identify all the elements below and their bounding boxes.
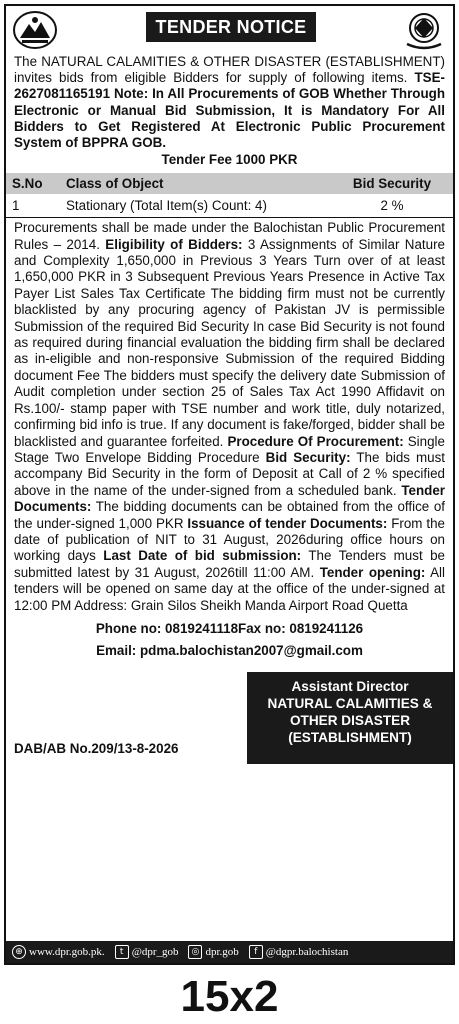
tender-advertisement [4, 4, 455, 965]
social-bar [6, 941, 453, 963]
rules-text: Procurements shall be made under the Balochistan Public Procurement Rules – 2014. [14, 220, 445, 252]
eligibility-text: 3 Assignments of Similar Nature and Complexity 1,650,000 in Previous 3 Years Turn over of at least 1,650,000 PKR in 3 Subsequent Previous Years Presence in Active Tax Payer List Sales Tax Certificate The bidding firm must not be currently blacklisted by any procuring agency of Pakistan JV is permissible Submission of the required Bid Security In case Bid Security is not found as required during financial evaluation the bidding firm shall be declared as in-eligible and non-responsive Submission of the required Bidding document Fee The bidders must specify the delivery date Submission of Audit completion under section 25 of Sales Tax Act 1990 Affidavit on Rs.100/- stamp paper with TSE number and work title, duly notarized, confirming bid info is true. If any document is fake/forged, bidder shall be blacklisted and guarantee forfeited. [14, 236, 445, 449]
tender-documents-heading: Tender Documents: [14, 482, 445, 515]
intro-note: TSE-2627081165191 Note: In All Procurements of GOB Whether Through Electronic or Manual Bid Submission, It is Mandatory For All Bidders to Get Registered At Electronic Public Procurement System of BPPRA GOB. [14, 70, 445, 151]
issuance-heading: Issuance of tender Documents: [187, 515, 388, 531]
last-date-heading: Last Date of bid submission: [103, 548, 302, 564]
cell-bid-security: 2 % [331, 194, 453, 218]
header [6, 6, 453, 52]
instagram-icon: ◎ [188, 945, 202, 959]
procedure-text: Single Stage Two Envelope Bidding Procedure [14, 433, 445, 465]
intro-paragraph [6, 54, 453, 151]
web-link[interactable] [12, 945, 105, 959]
tender-fee: Tender Fee 1000 PKR [161, 152, 298, 168]
signature-org-line1: NATURAL CALAMITIES & [267, 695, 433, 711]
tender-documents-text: The bidding documents can be obtained from the office of the under-signed 1,000 PKR [14, 499, 446, 531]
header-class: Class of Object [60, 173, 331, 194]
ad-size-label: 15x2 [180, 972, 279, 1021]
email: Email: pdma.balochistan2007@gmail.com [96, 642, 363, 658]
procedure-heading: Procedure Of Procurement: [227, 433, 404, 449]
items-table [6, 173, 453, 218]
header-bid-security: Bid Security [331, 173, 453, 194]
last-date-text: The Tenders must be submitted latest by 31 August, 2026till 11:00 AM. [14, 548, 445, 580]
header-sno: S.No [6, 173, 60, 194]
signature-title: Assistant Director [291, 678, 409, 694]
signature-org-line2: OTHER DISASTER [289, 712, 411, 728]
twitter-text: @dpr_gob [131, 946, 179, 958]
opening-heading: Tender opening: [319, 564, 426, 580]
bid-security-text: The bids must accompany Bid Security in the form of Deposit at Call of 2 % specified above in the name of the under-signed from a scheduled bank. [14, 449, 446, 498]
signature-block [247, 672, 453, 764]
web-text: www.dpr.gob.pk. [29, 946, 105, 958]
table-header-row [6, 173, 453, 194]
pdma-logo [12, 10, 58, 50]
cell-class: Stationary (Total Item(s) Count: 4) [60, 194, 331, 218]
phone-fax: Phone no: 0819241118Fax no: 0819241126 [95, 620, 364, 636]
contact-block [6, 618, 453, 662]
instagram-text: dpr.gob [205, 946, 239, 958]
eligibility-heading: Eligibility of Bidders: [105, 236, 243, 252]
instagram-link[interactable] [188, 945, 238, 959]
opening-text: All tenders will be opened on same day at the office of the under-signed at 12:00 PM Address: Grain Silos Sheikh Manda Airport Road Quetta [14, 564, 445, 613]
terms-paragraph [6, 218, 453, 614]
page-title: TENDER NOTICE [146, 12, 316, 42]
cell-sno: 1 [6, 194, 60, 218]
footer-row [6, 662, 453, 762]
bid-security-heading: Bid Security: [265, 449, 351, 465]
facebook-icon: f [249, 945, 263, 959]
twitter-icon: t [115, 945, 129, 959]
facebook-link[interactable] [249, 945, 349, 959]
globe-icon: ⊕ [12, 945, 26, 959]
signature-org-line3: (ESTABLISHMENT) [288, 729, 412, 745]
twitter-link[interactable] [115, 945, 179, 959]
dab-number: DAB/AB No.209/13-8-2026 [14, 740, 179, 756]
table-row [6, 194, 453, 218]
intro-text: The NATURAL CALAMITIES & OTHER DISASTER (ESTABLISHMENT) invites bids from eligible Bidders for supply of following items. [14, 54, 445, 86]
facebook-text: @dgpr.balochistan [265, 946, 349, 958]
balochistan-govt-emblem [401, 10, 447, 50]
issuance-text: From the date of publication of NIT to 31 August, 2026during office hours on working days [14, 515, 445, 564]
